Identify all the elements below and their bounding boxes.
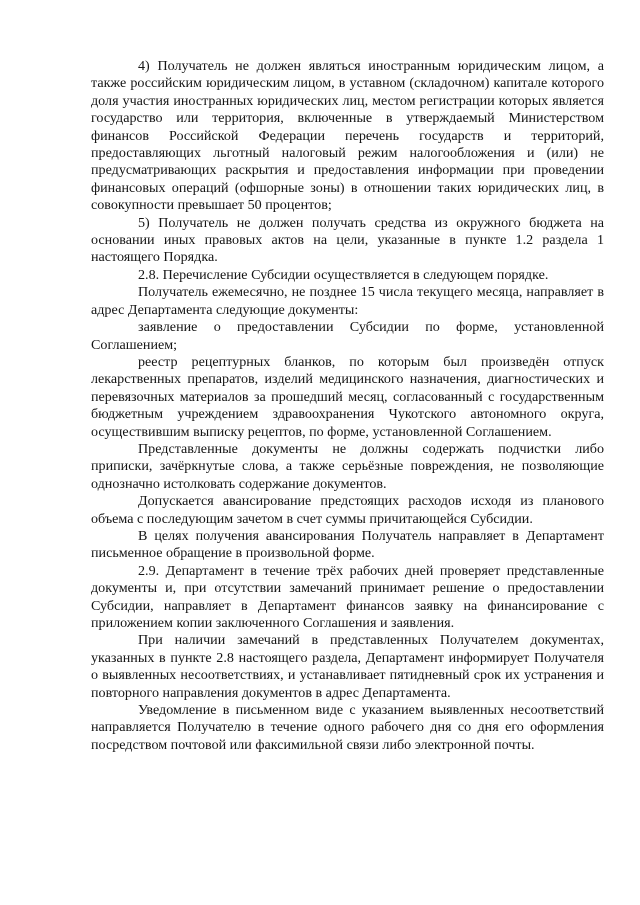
- paragraph-advance-request: В целях получения авансирования Получатель направляет в Департамент письменное обращение в произвольной форме.: [91, 527, 604, 562]
- paragraph-section-2-9: 2.9. Департамент в течение трёх рабочих дней проверяет представленные документы и, при отсутствии замечаний принимает решение о предоставлении Субсидии, направляет в Департамент финансов заявку на финансирование с приложением копии заключенного Соглашения и заявления.: [91, 562, 604, 631]
- paragraph-document-integrity: Представленные документы не должны содержать подчистки либо приписки, зачёркнутые слова, а также серьёзные повреждения, не позволяющие однозначно истолковать содержание документов.: [91, 440, 604, 492]
- paragraph-other-legal-acts-condition: 5) Получатель не должен получать средства из окружного бюджета на основании иных правовых актов на цели, указанные в пункте 1.2 раздела 1 настоящего Порядка.: [91, 214, 604, 266]
- paragraph-remarks-procedure: При наличии замечаний в представленных Получателем документах, указанных в пункте 2.8 настоящего раздела, Департамент информирует Получателя о выявленных несоответствиях, и устанавливает пятидневный срок их устранения и повторного направления документов в адрес Департамента.: [91, 632, 604, 701]
- paragraph-notification: Уведомление в письменном виде с указанием выявленных несоответствий направляется Получателю в течение одного рабочего дня со дня его оформления посредством почтовой или факсимильной связи либо электронной почты.: [91, 702, 604, 753]
- paragraph-prescription-registry-item: реестр рецептурных бланков, по которым был произведён отпуск лекарственных препаратов, изделий медицинского назначения, диагностических и перевязочных материалов за прошедший месяц, согласованный с государственным бюджетным учреждением здравоохранения Чукотского автономного округа, осуществившим выписку рецептов, по форме, установленной Соглашением.: [91, 353, 604, 440]
- paragraph-monthly-documents: Получатель ежемесячно, не позднее 15 числа текущего месяца, направляет в адрес Департамента следующие документы:: [91, 284, 604, 318]
- paragraph-advance-payment: Допускается авансирование предстоящих расходов исходя из планового объема с последующим зачетом в счет суммы причитающейся Субсидии.: [91, 493, 604, 527]
- paragraph-section-2-8: 2.8. Перечисление Субсидии осуществляется в следующем порядке.: [138, 266, 549, 283]
- paragraph-foreign-entity-condition: 4) Получатель не должен являться иностранным юридическим лицом, а также российским юридическим лицом, в уставном (складочном) капитале которого доля участия иностранных юридических лиц, местом регистрации которых является государство или территория, включенные в утверждаемый Министерством финансов Российской Федерации перечень государств и территорий, предоставляющих льготный налоговый режим налогообложения и (или) не предусматривающих раскрытия и предоставления информации при проведении финансовых операций (офшорные зоны) в отношении таких юридических лиц, в совокупности превышает 50 процентов;: [91, 58, 604, 214]
- document-page: [91, 58, 604, 754]
- paragraph-application-item: заявление о предоставлении Субсидии по форме, установленной Соглашением;: [91, 319, 604, 353]
